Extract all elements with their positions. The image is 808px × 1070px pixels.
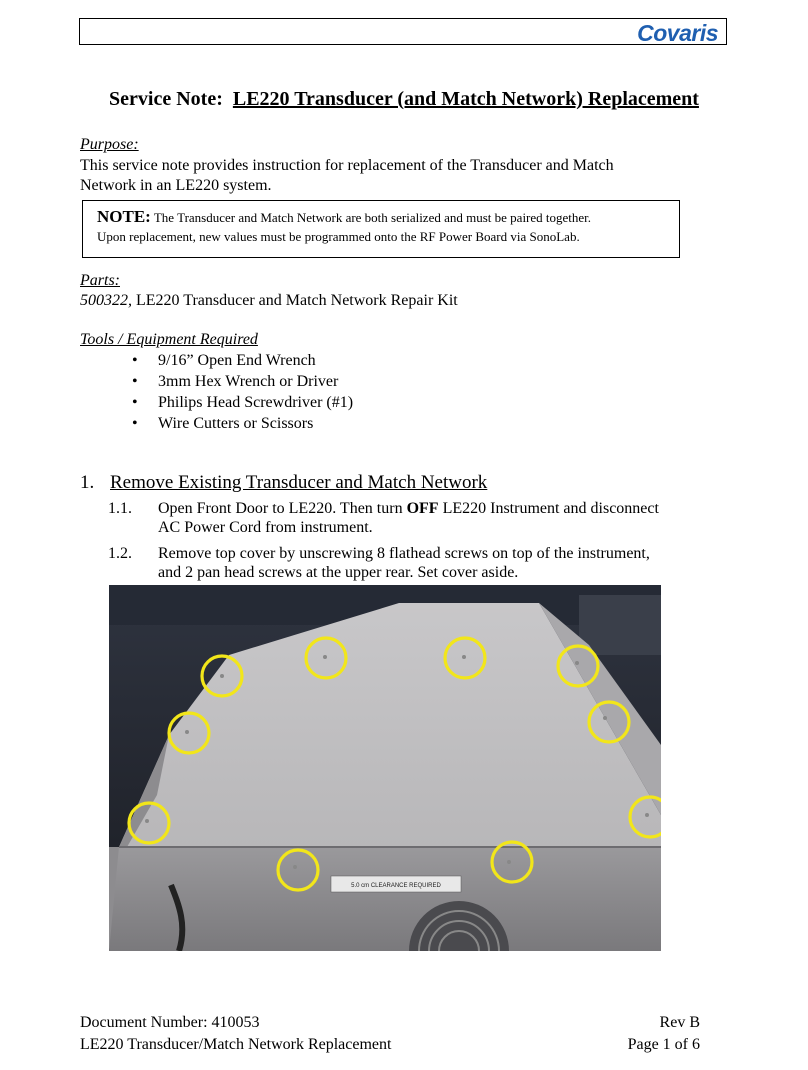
step-number: 1.1. — [108, 500, 132, 517]
page-title — [19, 88, 789, 111]
document-title: LE220 Transducer/Match Network Replacement — [80, 1036, 392, 1053]
revision: Rev B — [659, 1014, 700, 1031]
note-line-2: Upon replacement, new values must be programmed onto the RF Power Board via SonoLab. — [97, 229, 580, 244]
tools-list-item: • 9/16” Open End Wrench — [132, 350, 353, 371]
step-text-line-2: and 2 pan head screws at the upper rear. Set cover aside. — [158, 564, 519, 581]
note-line-1: The Transducer and Match Network are both serialized and must be paired together. — [153, 210, 592, 225]
purpose-text — [80, 156, 720, 196]
section-title: Remove Existing Transducer and Match Network — [110, 472, 488, 493]
section-heading — [80, 472, 487, 494]
step-1-2 — [108, 544, 728, 584]
note-box — [82, 200, 680, 258]
title-main: LE220 Transducer (and Match Network) Replacement — [232, 88, 699, 110]
document-number: Document Number: 410053 — [80, 1014, 260, 1031]
footer-left — [80, 1012, 391, 1056]
tools-list-item: • 3mm Hex Wrench or Driver — [132, 371, 353, 392]
parts-heading: Parts: — [80, 272, 120, 289]
tools-list-item: • Philips Head Screwdriver (#1) — [132, 392, 353, 413]
tools-heading: Tools / Equipment Required — [80, 331, 258, 348]
note-label: NOTE: — [97, 207, 151, 226]
step-number: 1.2. — [108, 545, 132, 562]
title-prefix: Service Note: — [109, 88, 223, 110]
tools-list-item: • Wire Cutters or Scissors — [132, 413, 353, 434]
part-number: 500322, — [80, 292, 132, 309]
purpose-line-2: Network in an LE220 system. — [80, 177, 272, 194]
step-text-line-2: AC Power Cord from instrument. — [158, 519, 373, 536]
step-text-a: Open Front Door to LE220. Then turn — [158, 500, 407, 517]
part-description: LE220 Transducer and Match Network Repair Kit — [136, 292, 458, 309]
step-text-bold: OFF — [406, 500, 439, 517]
clearance-label: 5.0 cm CLEARANCE REQUIRED — [351, 883, 441, 889]
step-1-1 — [108, 499, 728, 539]
covaris-logo: Covaris — [637, 20, 718, 46]
section-number: 1. — [80, 472, 95, 493]
step-text-b: LE220 Instrument and disconnect — [438, 500, 659, 517]
purpose-line-1: This service note provides instruction for replacement of the Transducer and Match — [80, 157, 614, 174]
purpose-heading: Purpose: — [80, 136, 139, 153]
tools-list — [132, 350, 353, 434]
instrument-photo — [109, 585, 661, 951]
step-text-line-1: Remove top cover by unscrewing 8 flathead screws on top of the instrument, — [158, 545, 650, 562]
parts-item — [80, 291, 458, 311]
header-bar — [79, 18, 727, 45]
page-number: Page 1 of 6 — [627, 1036, 700, 1053]
footer-right — [628, 1012, 700, 1056]
